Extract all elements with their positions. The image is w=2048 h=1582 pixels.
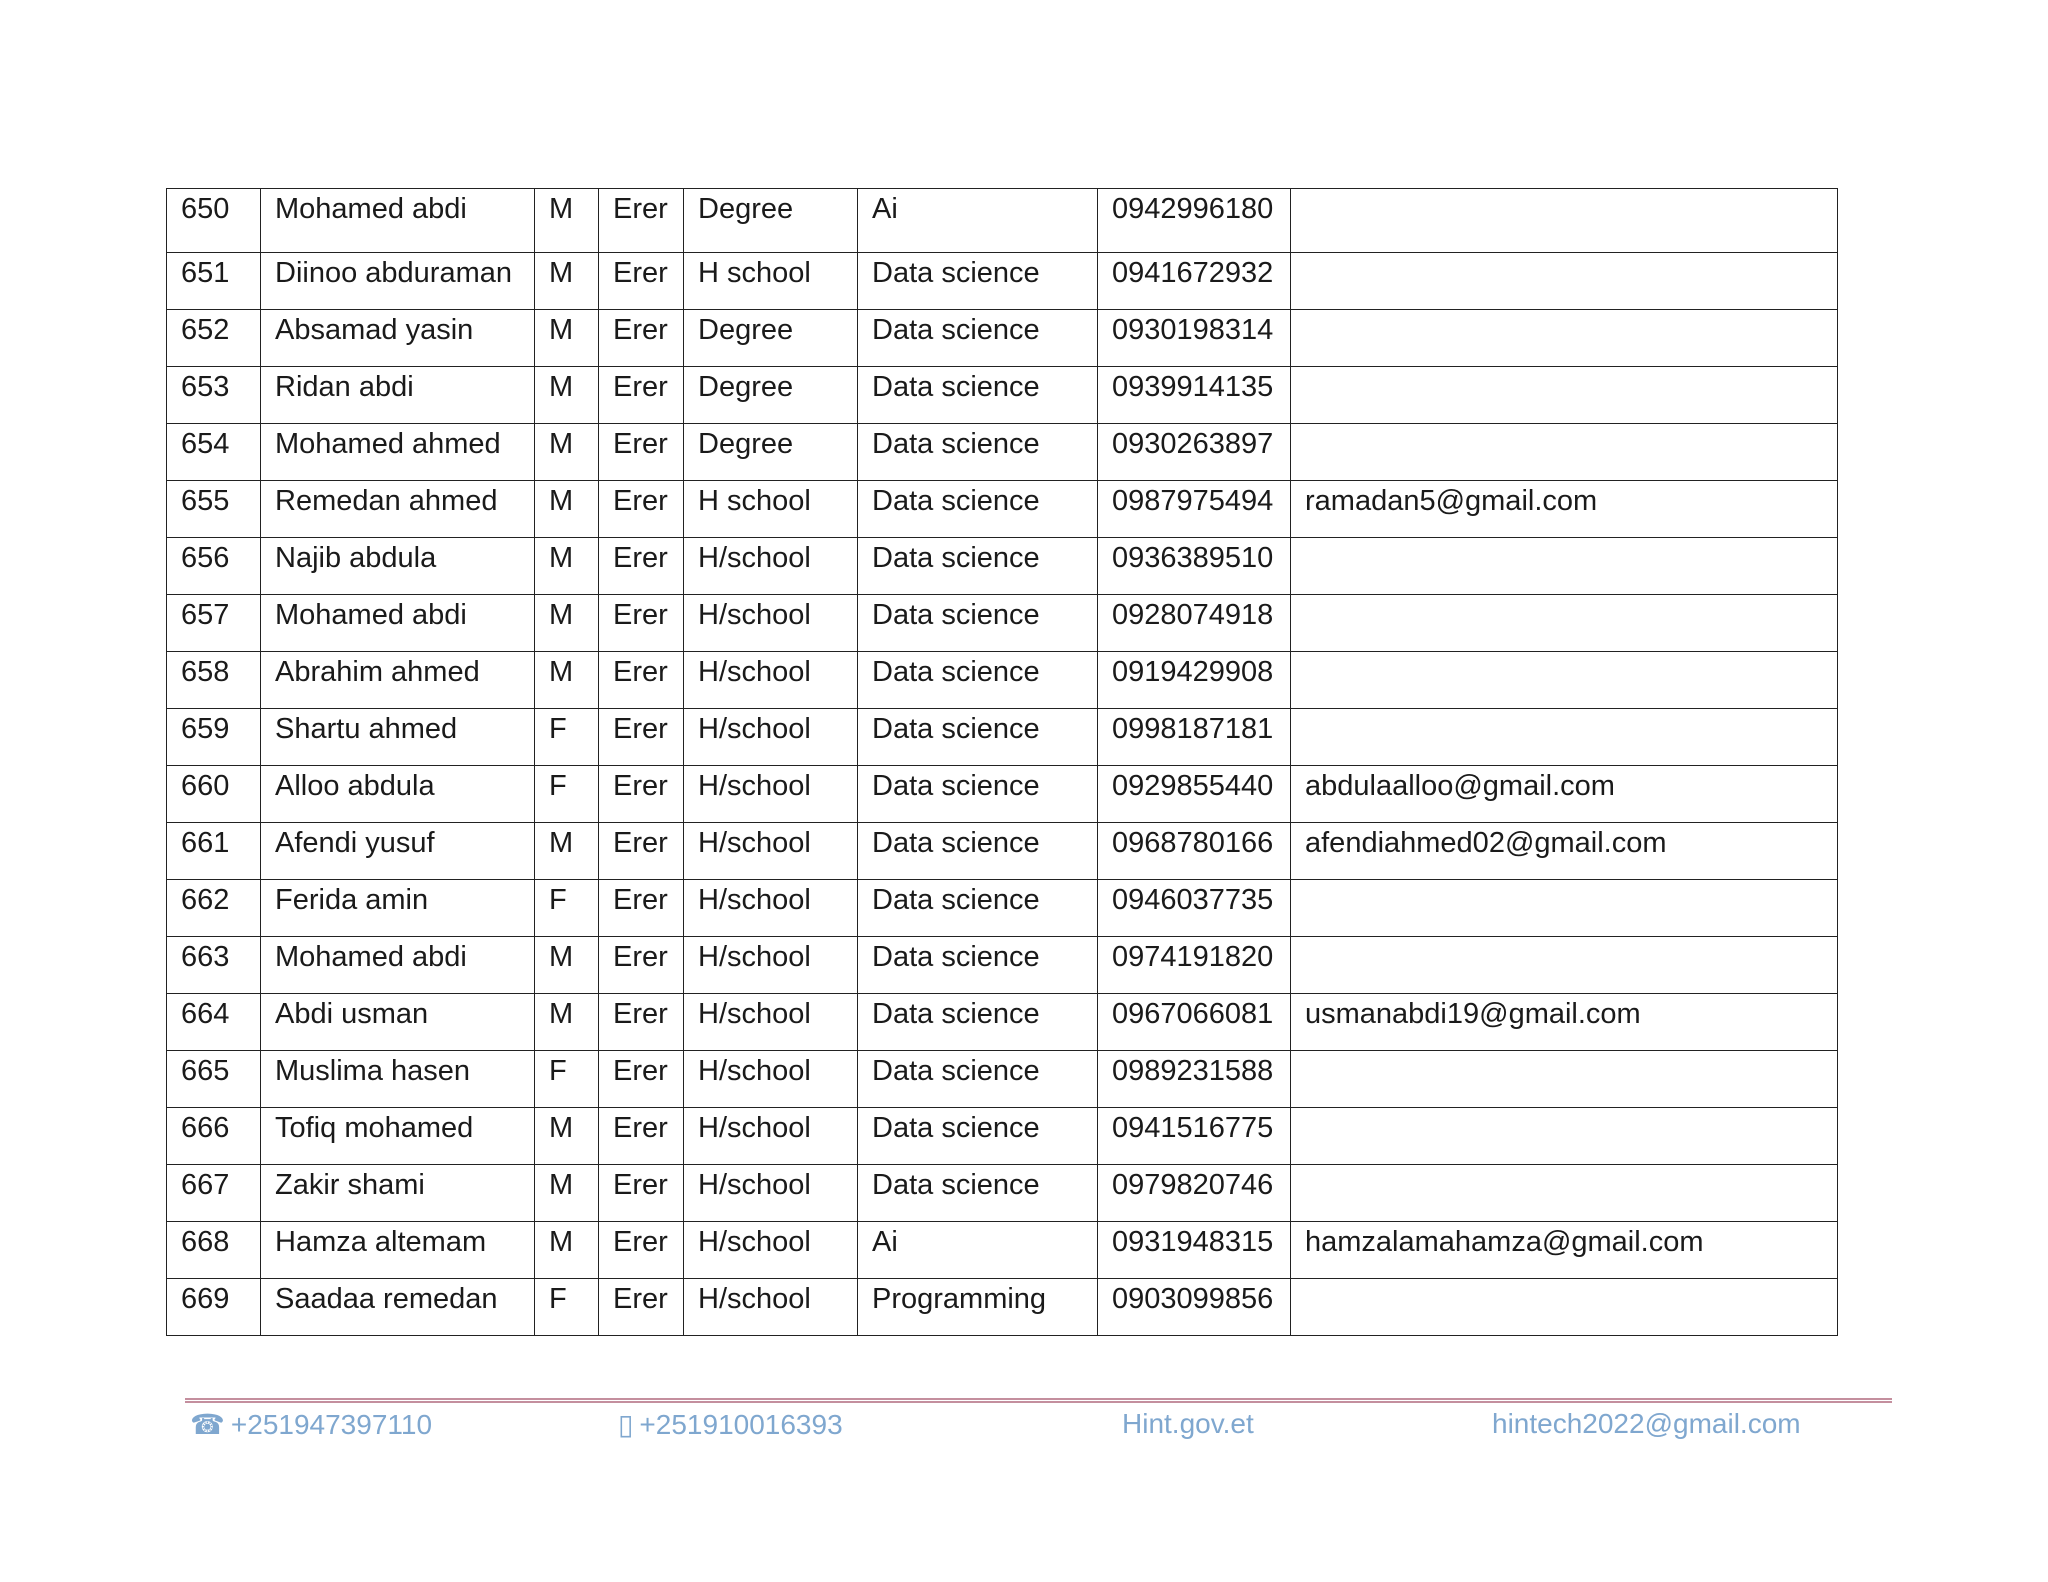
cell-name: Hamza altemam <box>261 1222 535 1279</box>
cell-no: 665 <box>167 1051 261 1108</box>
cell-name: Absamad yasin <box>261 310 535 367</box>
mobile-phone-icon: ▯ <box>618 1409 634 1440</box>
cell-phone: 0968780166 <box>1098 823 1291 880</box>
cell-no: 668 <box>167 1222 261 1279</box>
cell-sex: F <box>535 880 599 937</box>
cell-education: Degree <box>684 189 858 253</box>
cell-sex: M <box>535 595 599 652</box>
cell-sex: M <box>535 823 599 880</box>
cell-sex: M <box>535 994 599 1051</box>
cell-sex: M <box>535 310 599 367</box>
table-row <box>167 1108 1838 1165</box>
cell-woreda: Erer <box>599 189 684 253</box>
cell-field: Data science <box>858 1108 1098 1165</box>
cell-phone: 0989231588 <box>1098 1051 1291 1108</box>
cell-education: Degree <box>684 367 858 424</box>
cell-phone: 0998187181 <box>1098 709 1291 766</box>
table-row <box>167 253 1838 310</box>
table-row <box>167 538 1838 595</box>
cell-sex: M <box>535 253 599 310</box>
cell-sex: F <box>535 1051 599 1108</box>
cell-woreda: Erer <box>599 1279 684 1336</box>
cell-woreda: Erer <box>599 1108 684 1165</box>
table-row <box>167 1165 1838 1222</box>
table-row <box>167 823 1838 880</box>
cell-email <box>1291 652 1838 709</box>
roster-body <box>167 189 1838 1336</box>
cell-woreda: Erer <box>599 823 684 880</box>
cell-field: Data science <box>858 253 1098 310</box>
cell-phone: 0939914135 <box>1098 367 1291 424</box>
cell-no: 667 <box>167 1165 261 1222</box>
cell-field: Data science <box>858 652 1098 709</box>
page-footer <box>0 1408 2048 1452</box>
footer-phone-2-text: +251910016393 <box>639 1409 843 1440</box>
cell-no: 657 <box>167 595 261 652</box>
cell-sex: M <box>535 1165 599 1222</box>
cell-woreda: Erer <box>599 538 684 595</box>
cell-phone: 0929855440 <box>1098 766 1291 823</box>
cell-field: Data science <box>858 481 1098 538</box>
cell-woreda: Erer <box>599 1165 684 1222</box>
cell-email <box>1291 937 1838 994</box>
cell-sex: M <box>535 1222 599 1279</box>
cell-name: Muslima hasen <box>261 1051 535 1108</box>
cell-woreda: Erer <box>599 994 684 1051</box>
cell-name: Abrahim ahmed <box>261 652 535 709</box>
cell-education: H/school <box>684 652 858 709</box>
cell-email: ramadan5@gmail.com <box>1291 481 1838 538</box>
cell-name: Saadaa remedan <box>261 1279 535 1336</box>
cell-name: Najib abdula <box>261 538 535 595</box>
cell-phone: 0942996180 <box>1098 189 1291 253</box>
cell-name: Ferida amin <box>261 880 535 937</box>
cell-name: Mohamed abdi <box>261 595 535 652</box>
cell-education: H/school <box>684 595 858 652</box>
cell-phone: 0936389510 <box>1098 538 1291 595</box>
cell-name: Mohamed ahmed <box>261 424 535 481</box>
table-row <box>167 994 1838 1051</box>
cell-phone: 0930198314 <box>1098 310 1291 367</box>
cell-field: Data science <box>858 709 1098 766</box>
cell-no: 659 <box>167 709 261 766</box>
cell-email <box>1291 880 1838 937</box>
cell-no: 652 <box>167 310 261 367</box>
cell-no: 654 <box>167 424 261 481</box>
cell-field: Data science <box>858 880 1098 937</box>
cell-woreda: Erer <box>599 709 684 766</box>
cell-field: Data science <box>858 1165 1098 1222</box>
cell-education: Degree <box>684 310 858 367</box>
table-row <box>167 595 1838 652</box>
cell-email <box>1291 709 1838 766</box>
cell-email: hamzalamahamza@gmail.com <box>1291 1222 1838 1279</box>
footer-phone-1-text: +251947397110 <box>230 1409 433 1440</box>
cell-field: Data science <box>858 823 1098 880</box>
cell-name: Shartu ahmed <box>261 709 535 766</box>
cell-field: Data science <box>858 937 1098 994</box>
cell-email: usmanabdi19@gmail.com <box>1291 994 1838 1051</box>
cell-phone: 0919429908 <box>1098 652 1291 709</box>
cell-education: H/school <box>684 1165 858 1222</box>
cell-field: Data science <box>858 538 1098 595</box>
cell-name: Mohamed abdi <box>261 937 535 994</box>
table-row <box>167 481 1838 538</box>
cell-education: H/school <box>684 1051 858 1108</box>
cell-woreda: Erer <box>599 1051 684 1108</box>
cell-field: Data science <box>858 424 1098 481</box>
cell-name: Afendi yusuf <box>261 823 535 880</box>
table-row <box>167 709 1838 766</box>
cell-email <box>1291 189 1838 253</box>
cell-phone: 0967066081 <box>1098 994 1291 1051</box>
cell-woreda: Erer <box>599 310 684 367</box>
cell-email <box>1291 1108 1838 1165</box>
table-row <box>167 1222 1838 1279</box>
footer-phone-1 <box>190 1408 432 1441</box>
cell-education: H/school <box>684 1222 858 1279</box>
cell-email <box>1291 1051 1838 1108</box>
table-row <box>167 1279 1838 1336</box>
cell-sex: F <box>535 709 599 766</box>
cell-name: Diinoo abduraman <box>261 253 535 310</box>
table-row <box>167 937 1838 994</box>
cell-no: 658 <box>167 652 261 709</box>
cell-education: H/school <box>684 1279 858 1336</box>
cell-phone: 0930263897 <box>1098 424 1291 481</box>
cell-field: Data science <box>858 766 1098 823</box>
cell-field: Data science <box>858 595 1098 652</box>
cell-name: Tofiq mohamed <box>261 1108 535 1165</box>
cell-email: afendiahmed02@gmail.com <box>1291 823 1838 880</box>
cell-phone: 0979820746 <box>1098 1165 1291 1222</box>
cell-name: Remedan ahmed <box>261 481 535 538</box>
footer-email[interactable]: hintech2022@gmail.com <box>1492 1408 1801 1439</box>
cell-education: H/school <box>684 538 858 595</box>
cell-name: Mohamed abdi <box>261 189 535 253</box>
cell-field: Data science <box>858 1051 1098 1108</box>
cell-no: 669 <box>167 1279 261 1336</box>
cell-name: Alloo abdula <box>261 766 535 823</box>
cell-sex: M <box>535 1108 599 1165</box>
cell-sex: F <box>535 1279 599 1336</box>
cell-no: 661 <box>167 823 261 880</box>
cell-email <box>1291 253 1838 310</box>
cell-education: H/school <box>684 766 858 823</box>
cell-phone: 0903099856 <box>1098 1279 1291 1336</box>
footer-divider <box>185 1398 1892 1403</box>
cell-field: Data science <box>858 310 1098 367</box>
table-row <box>167 766 1838 823</box>
table-row <box>167 652 1838 709</box>
cell-name: Abdi usman <box>261 994 535 1051</box>
cell-woreda: Erer <box>599 652 684 709</box>
cell-woreda: Erer <box>599 424 684 481</box>
cell-education: H/school <box>684 880 858 937</box>
cell-woreda: Erer <box>599 880 684 937</box>
cell-woreda: Erer <box>599 253 684 310</box>
cell-email <box>1291 310 1838 367</box>
footer-website[interactable]: Hint.gov.et <box>1122 1408 1254 1439</box>
cell-sex: M <box>535 937 599 994</box>
table-row <box>167 424 1838 481</box>
cell-education: H/school <box>684 937 858 994</box>
cell-education: H/school <box>684 823 858 880</box>
student-roster-table <box>166 188 1838 1336</box>
cell-education: H school <box>684 253 858 310</box>
cell-email <box>1291 538 1838 595</box>
cell-no: 664 <box>167 994 261 1051</box>
table-row <box>167 189 1838 253</box>
cell-education: Degree <box>684 424 858 481</box>
cell-no: 663 <box>167 937 261 994</box>
cell-no: 656 <box>167 538 261 595</box>
cell-education: H/school <box>684 709 858 766</box>
cell-no: 655 <box>167 481 261 538</box>
cell-phone: 0987975494 <box>1098 481 1291 538</box>
cell-sex: M <box>535 538 599 595</box>
cell-email <box>1291 424 1838 481</box>
cell-no: 660 <box>167 766 261 823</box>
cell-field: Ai <box>858 189 1098 253</box>
cell-no: 662 <box>167 880 261 937</box>
cell-email <box>1291 367 1838 424</box>
table-row <box>167 1051 1838 1108</box>
cell-sex: M <box>535 424 599 481</box>
cell-sex: F <box>535 766 599 823</box>
cell-woreda: Erer <box>599 481 684 538</box>
cell-sex: M <box>535 652 599 709</box>
table-row <box>167 310 1838 367</box>
table-row <box>167 880 1838 937</box>
cell-name: Zakir shami <box>261 1165 535 1222</box>
cell-phone: 0974191820 <box>1098 937 1291 994</box>
cell-no: 666 <box>167 1108 261 1165</box>
cell-woreda: Erer <box>599 766 684 823</box>
cell-email <box>1291 1165 1838 1222</box>
cell-phone: 0941672932 <box>1098 253 1291 310</box>
cell-woreda: Erer <box>599 595 684 652</box>
cell-sex: M <box>535 367 599 424</box>
cell-phone: 0946037735 <box>1098 880 1291 937</box>
cell-field: Ai <box>858 1222 1098 1279</box>
cell-education: H/school <box>684 994 858 1051</box>
cell-sex: M <box>535 189 599 253</box>
table-row <box>167 367 1838 424</box>
cell-name: Ridan abdi <box>261 367 535 424</box>
cell-no: 653 <box>167 367 261 424</box>
cell-phone: 0931948315 <box>1098 1222 1291 1279</box>
cell-woreda: Erer <box>599 1222 684 1279</box>
cell-field: Programming <box>858 1279 1098 1336</box>
cell-woreda: Erer <box>599 367 684 424</box>
cell-email <box>1291 595 1838 652</box>
cell-woreda: Erer <box>599 937 684 994</box>
cell-field: Data science <box>858 367 1098 424</box>
cell-phone: 0941516775 <box>1098 1108 1291 1165</box>
cell-education: H/school <box>684 1108 858 1165</box>
cell-education: H school <box>684 481 858 538</box>
telephone-icon: ☎ <box>190 1409 225 1440</box>
footer-phone-2 <box>618 1408 843 1441</box>
cell-phone: 0928074918 <box>1098 595 1291 652</box>
cell-no: 650 <box>167 189 261 253</box>
cell-email <box>1291 1279 1838 1336</box>
cell-no: 651 <box>167 253 261 310</box>
cell-email: abdulaalloo@gmail.com <box>1291 766 1838 823</box>
cell-field: Data science <box>858 994 1098 1051</box>
cell-sex: M <box>535 481 599 538</box>
